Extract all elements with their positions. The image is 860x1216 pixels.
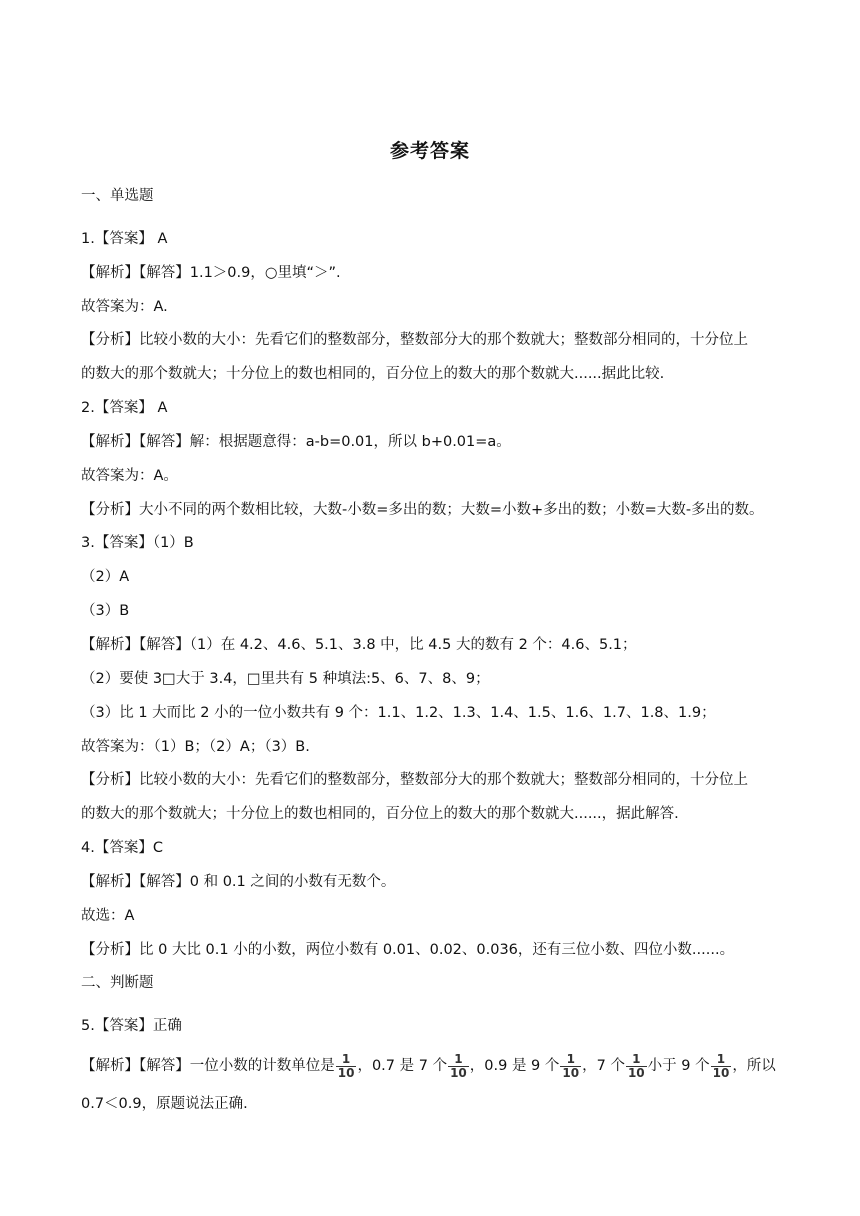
q2-solution: 【解析】【解答】解：根据题意得：a-b=0.01，所以 b+0.01=a。 <box>81 434 511 450</box>
q1-analysis-line2: 的数大的那个数就大；十分位上的数也相同的，百分位上的数大的那个数就大......据此比较. <box>81 366 665 382</box>
page-title: 参考答案 <box>389 140 470 162</box>
q2-answer: 2.【答案】 A <box>81 400 168 416</box>
section-heading-single-choice: 一、单选题 <box>81 188 154 204</box>
q3-answer-2: （2）A <box>81 569 130 585</box>
fraction-one-tenth: $\frac{1}{10}$ <box>337 1051 355 1080</box>
q3-solution-3: （3）比 1 大而比 2 小的一位小数共有 9 个：1.1、1.2、1.3、1.4、1.5、1.6、1.7、1.8、1.9； <box>81 705 716 721</box>
q4-analysis: 【分析】比 0 大比 0.1 小的小数，两位小数有 0.01、0.02、0.036，还有三位小数、四位小数......。 <box>81 942 735 958</box>
fraction-one-tenth: $\frac{1}{10}$ <box>712 1051 730 1080</box>
q4-solution: 【解析】【解答】0 和 0.1 之间的小数有无数个。 <box>81 874 396 890</box>
q5-text-2: ，0.7 是 7 个 <box>357 1058 448 1074</box>
q5-solution-line1 <box>81 1051 776 1081</box>
fraction-one-tenth: $\frac{1}{10}$ <box>450 1051 467 1080</box>
q5-solution-line2: 0.7＜0.9，原题说法正确. <box>81 1096 248 1112</box>
q3-solution-1: 【解析】【解答】（1）在 4.2、4.6、5.1、3.8 中，比 4.5 大的数有 2 个：4.6、5.1； <box>81 637 637 653</box>
q2-analysis: 【分析】大小不同的两个数相比较，大数-小数=多出的数；大数=小数+多出的数；小数=大数-多出的数。 <box>81 502 764 518</box>
q3-answer-1: 3.【答案】（1）B <box>81 535 194 551</box>
q5-text-4: ，7 个 <box>582 1058 625 1074</box>
q5-text-3: ，0.9 是 9 个 <box>469 1058 560 1074</box>
q3-analysis-line1: 【分析】比较小数的大小：先看它们的整数部分，整数部分大的那个数就大；整数部分相同的，十分位上 <box>81 772 748 788</box>
q2-conclusion: 故答案为：A。 <box>81 468 178 484</box>
q1-conclusion: 故答案为：A. <box>81 299 168 315</box>
q4-answer: 4.【答案】C <box>81 840 163 856</box>
q5-text-1: 【解析】【解答】一位小数的计数单位是 <box>81 1058 335 1074</box>
q5-answer: 5.【答案】正确 <box>81 1018 182 1034</box>
q5-text-5: 小于 9 个 <box>647 1058 710 1074</box>
q3-analysis-line2: 的数大的那个数就大；十分位上的数也相同的，百分位上的数大的那个数就大......，据此解答. <box>81 806 679 822</box>
q3-conclusion: 故答案为：（1）B；（2）A；（3）B. <box>81 739 310 755</box>
fraction-one-tenth: $\frac{1}{10}$ <box>627 1051 645 1080</box>
fraction-one-tenth: $\frac{1}{10}$ <box>562 1051 580 1080</box>
q3-solution-2: （2）要使 3□大于 3.4，□里共有 5 种填法:5、6、7、8、9； <box>81 671 490 687</box>
q1-analysis-line1: 【分析】比较小数的大小：先看它们的整数部分，整数部分大的那个数就大；整数部分相同的，十分位上 <box>81 332 748 348</box>
section-heading-true-false: 二、判断题 <box>81 975 154 991</box>
q1-solution: 【解析】【解答】1.1＞0.9，○里填“＞”. <box>81 265 341 281</box>
q3-answer-3: （3）B <box>81 603 130 619</box>
q5-text-6: ，所以 <box>732 1058 776 1074</box>
q4-conclusion: 故选：A <box>81 908 135 924</box>
q1-answer: 1.【答案】 A <box>81 231 168 247</box>
